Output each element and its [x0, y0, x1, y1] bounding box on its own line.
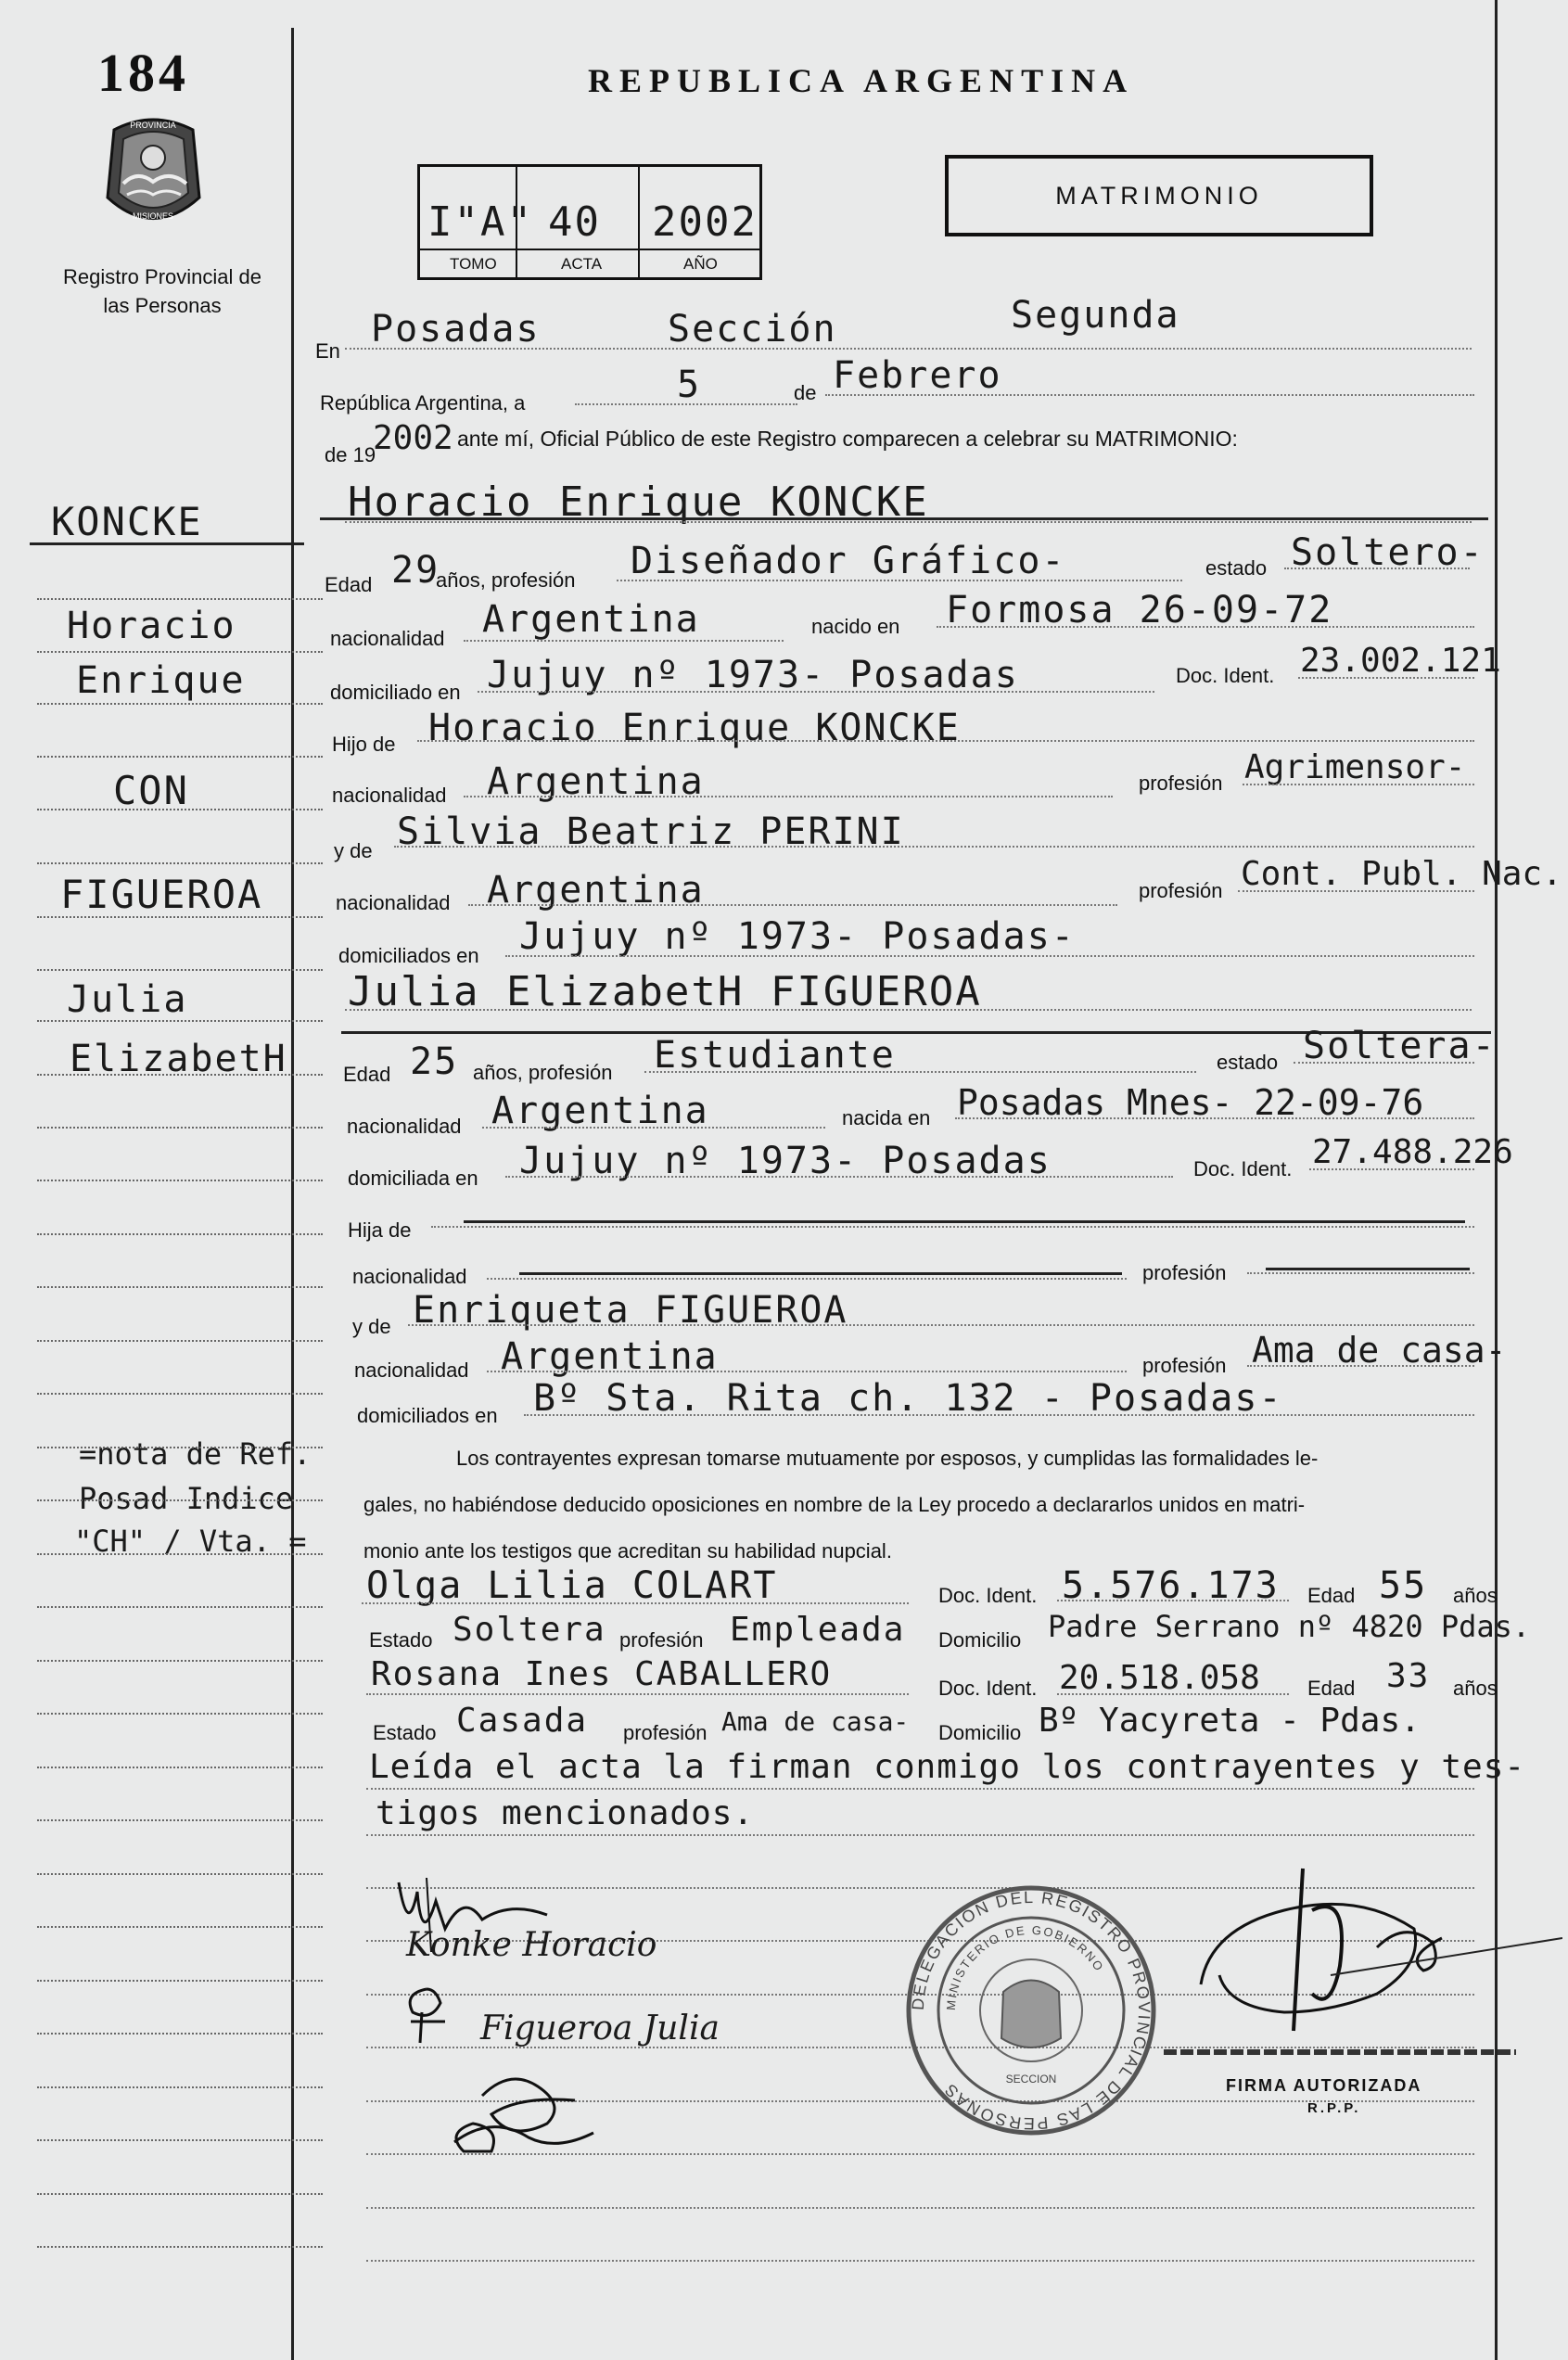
gp-nac-label-2: nacionalidad — [336, 891, 451, 914]
de-label-date: de — [794, 381, 817, 404]
bp-prof-label-1: profesión — [1142, 1261, 1227, 1284]
groom-age: 29 — [391, 549, 440, 592]
groom-name: Horacio Enrique KONCKE — [348, 478, 929, 526]
bp-dom-label: domiciliados en — [357, 1404, 498, 1427]
groom-nationality: Argentina — [482, 598, 700, 641]
tomo-label: TOMO — [450, 255, 497, 273]
witness1-name: Olga Lilia COLART — [366, 1564, 778, 1607]
gp-nac-label-1: nacionalidad — [332, 784, 447, 807]
groom-dom-label: domiciliado en — [330, 681, 461, 704]
bride-profession: Estudiante — [654, 1034, 896, 1077]
groom-father-nationality: Argentina — [487, 760, 705, 803]
witness2-profession: Ama de casa- — [721, 1706, 910, 1737]
bride-name: Julia ElizabetH FIGUEROA — [348, 968, 982, 1015]
city: Posadas — [371, 308, 541, 351]
closing-line-2: tigos mencionados. — [376, 1794, 755, 1832]
groom-nac-label: nacionalidad — [330, 627, 445, 650]
bride-birth: Posadas Mnes- 22-09-76 — [957, 1082, 1424, 1123]
margin-note-1: =nota de Ref. — [79, 1436, 312, 1472]
bride-doc: 27.488.226 — [1312, 1133, 1513, 1171]
record-type-box — [945, 155, 1373, 236]
w2-anos-label: años — [1453, 1677, 1498, 1700]
witness2-doc: 20.518.058 — [1059, 1659, 1260, 1697]
bride-age: 25 — [410, 1040, 459, 1083]
margin-surname-2: FIGUEROA — [60, 872, 263, 917]
margin-rule — [30, 542, 304, 545]
w1-estado-label: Estado — [369, 1628, 433, 1652]
witness2-name: Rosana Ines CABALLERO — [371, 1655, 833, 1693]
w1-anos-label: años — [1453, 1584, 1498, 1607]
gp-prof-label-2: profesión — [1139, 879, 1223, 902]
margin-given-1a: Horacio — [67, 605, 236, 647]
gp-prof-label-1: profesión — [1139, 772, 1223, 795]
margin-divider — [291, 28, 294, 2360]
province-seal — [96, 109, 211, 239]
closing-line-1: Leída el acta la firman conmigo los contrayentes y tes- — [369, 1748, 1526, 1786]
bride-anos-label: años, profesión — [473, 1061, 613, 1084]
stamp-center-text: SECCION — [1005, 2073, 1057, 2086]
groom-father-profession: Agrimensor- — [1244, 748, 1466, 786]
margin-con: CON — [113, 768, 189, 813]
groom-estado-label: estado — [1205, 556, 1268, 580]
margin-given-2a: Julia — [67, 978, 188, 1021]
authorized-rule — [1164, 2049, 1516, 2055]
margin-note-2: Posad Indice — [79, 1481, 294, 1516]
en-label: En — [315, 339, 340, 363]
bride-address: Jujuy nº 1973- Posadas — [519, 1140, 1052, 1182]
hijo-label: Hijo de — [332, 733, 396, 756]
w1-doc-label: Doc. Ident. — [938, 1584, 1038, 1607]
bride-nacida-label: nacida en — [842, 1106, 931, 1129]
w1-edad-label: Edad — [1307, 1584, 1356, 1607]
groom-profession: Diseñador Gráfico- — [631, 540, 1066, 582]
acta-value: 40 — [548, 198, 601, 246]
w2-doc-label: Doc. Ident. — [938, 1677, 1038, 1700]
year-prefix: de 19 — [325, 443, 376, 466]
declaration-line-1: Los contrayentes expresan tomarse mutuamente por esposos, y cumplidas las formalidades le- — [456, 1447, 1319, 1470]
margin-note-3: "CH" / Vta. = — [74, 1524, 307, 1559]
bride-doc-label: Doc. Ident. — [1193, 1157, 1293, 1180]
day: 5 — [677, 364, 702, 406]
groom-parents-address: Jujuy nº 1973- Posadas- — [519, 915, 1076, 958]
declaration-line-2: gales, no habiéndose deducido oposiciones en nombre de la Ley procedo a declararlos unidos en matri- — [363, 1493, 1306, 1516]
witness1-doc: 5.576.173 — [1062, 1564, 1280, 1607]
signature-3: Figueroa Julia — [480, 2009, 720, 2047]
groom-mother: Silvia Beatriz PERINI — [397, 810, 905, 853]
tomo-value: I"A" — [427, 198, 533, 246]
yde-label-2: y de — [352, 1315, 391, 1338]
margin-given-1b: Enrique — [76, 659, 246, 702]
witness2-age: 33 — [1386, 1657, 1431, 1695]
acta-label: ACTA — [561, 255, 603, 273]
bp-nac-label-1: nacionalidad — [352, 1265, 467, 1288]
groom-father: Horacio Enrique KONCKE — [428, 707, 961, 749]
margin-given-2b: ElizabetH — [70, 1038, 287, 1080]
bride-estado-label: estado — [1217, 1051, 1279, 1074]
w1-dom-label: Domicilio — [938, 1628, 1022, 1652]
month: Febrero — [833, 354, 1002, 397]
witness2-status: Casada — [456, 1702, 589, 1740]
record-box — [417, 164, 762, 280]
year: 2002 — [373, 419, 453, 457]
groom-address: Jujuy nº 1973- Posadas — [487, 654, 1019, 696]
seccion: Segunda — [1011, 294, 1180, 337]
witness2-address: Bº Yacyreta - Pdas. — [1039, 1702, 1421, 1740]
bride-nationality: Argentina — [491, 1090, 709, 1132]
registry-title: Registro Provincial de las Personas — [63, 265, 261, 317]
bride-mother-profession: Ama de casa- — [1252, 1330, 1507, 1371]
seal-text-top: PROVINCIA — [130, 121, 176, 130]
signature-2: Konke Horacio — [406, 1926, 657, 1964]
w1-prof-label: profesión — [619, 1628, 704, 1652]
ante-text: ante mí, Oficial Público de este Registro comparecen a celebrar su MATRIMONIO: — [457, 427, 1238, 451]
bride-mother-nationality: Argentina — [501, 1335, 719, 1378]
bride-mother: Enriqueta FIGUEROA — [413, 1289, 848, 1332]
w2-dom-label: Domicilio — [938, 1721, 1022, 1744]
groom-doc-label: Doc. Ident. — [1176, 664, 1275, 687]
republica-label: República Argentina, a — [320, 391, 526, 415]
bride-parents-address: Bº Sta. Rita ch. 132 - Posadas- — [533, 1377, 1283, 1420]
authorized-signature — [1192, 1855, 1562, 2049]
margin-surname-1: KONCKE — [51, 499, 203, 544]
w2-estado-label: Estado — [373, 1721, 437, 1744]
bp-prof-label-2: profesión — [1142, 1354, 1227, 1377]
groom-nacido-label: nacido en — [811, 615, 900, 638]
bp-nac-label-2: nacionalidad — [354, 1359, 469, 1382]
witness1-profession: Empleada — [730, 1611, 906, 1649]
witness1-age: 55 — [1379, 1564, 1428, 1607]
groom-mother-profession: Cont. Publ. Nac. — [1241, 855, 1562, 893]
witness1-address: Padre Serrano nº 4820 Pdas. — [1048, 1609, 1531, 1644]
page-number: 184 — [97, 43, 189, 103]
groom-doc: 23.002.121 — [1300, 642, 1501, 680]
ano-label: AÑO — [683, 255, 718, 273]
w2-prof-label: profesión — [623, 1721, 708, 1744]
ano-value: 2002 — [652, 198, 758, 246]
stamp-ring-text: DELEGACION DEL REGISTRO PROVINCIAL DE LAS PERSONAS — [908, 1887, 1154, 2134]
bride-edad-label: Edad — [343, 1063, 391, 1086]
witness1-status: Soltera — [453, 1611, 606, 1649]
gp-dom-label: domiciliados en — [338, 944, 479, 967]
stamp-inner-text: MINISTERIO DE GOBIERNO — [943, 1922, 1107, 2011]
groom-anos-label: años, profesión — [436, 568, 576, 592]
record-type: MATRIMONIO — [1055, 181, 1263, 210]
country-title: REPUBLICA ARGENTINA — [588, 62, 1135, 99]
seccion-label: Sección — [668, 308, 837, 351]
w2-edad-label: Edad — [1307, 1677, 1356, 1700]
signature-4 — [436, 2059, 640, 2161]
seal-text-bottom: MISIONES — [132, 211, 174, 221]
hija-label: Hija de — [348, 1218, 412, 1242]
bride-status: Soltera- — [1303, 1025, 1497, 1067]
yde-label-1: y de — [334, 839, 373, 862]
signature-mark — [394, 1980, 459, 2045]
bride-dom-label: domiciliada en — [348, 1167, 478, 1190]
official-stamp — [901, 1881, 1161, 2140]
groom-mother-nationality: Argentina — [487, 869, 705, 912]
bride-nac-label: nacionalidad — [347, 1115, 462, 1138]
declaration-line-3: monio ante los testigos que acreditan su habilidad nupcial. — [363, 1539, 892, 1563]
groom-birth: Formosa 26-09-72 — [946, 589, 1333, 631]
authorized-label: FIRMA AUTORIZADA — [1226, 2076, 1422, 2095]
authorized-sub: R.P.P. — [1307, 2100, 1361, 2116]
groom-status: Soltero- — [1291, 531, 1485, 574]
groom-edad-label: Edad — [325, 573, 373, 596]
